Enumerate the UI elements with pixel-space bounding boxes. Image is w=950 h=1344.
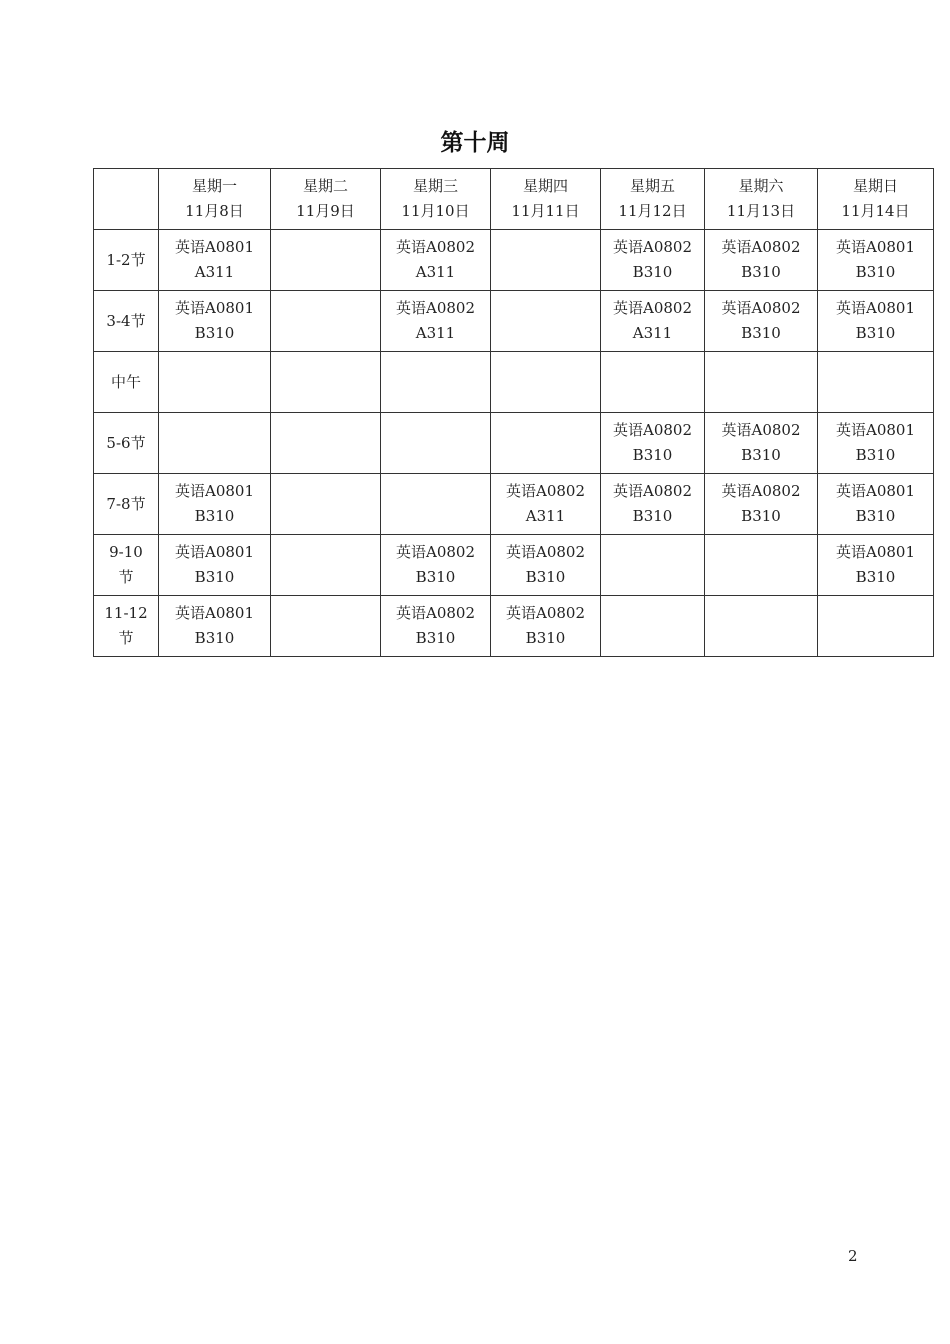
room-number: B310 (855, 324, 896, 342)
day-name: 星期六 (738, 177, 784, 195)
class-cell (381, 230, 491, 291)
room-number: B310 (855, 507, 896, 525)
room-number: B310 (741, 324, 781, 342)
class-cell (159, 474, 271, 535)
schedule-table (93, 168, 934, 657)
room-number: B310 (415, 568, 456, 586)
room-number: B310 (525, 568, 566, 586)
class-cell (271, 291, 381, 352)
room-number: B310 (194, 324, 235, 342)
period-cell (94, 230, 159, 291)
day-name: 星期日 (852, 177, 898, 195)
class-name: 英语A0802 (395, 604, 475, 622)
day-header-cell (601, 169, 705, 230)
class-cell (705, 474, 818, 535)
header-row (94, 169, 934, 230)
class-name: 英语A0802 (395, 299, 475, 317)
class-cell (381, 352, 491, 413)
class-cell (381, 596, 491, 657)
table-row (94, 291, 934, 352)
class-cell (601, 230, 705, 291)
corner-cell (94, 169, 159, 230)
room-number: B310 (855, 263, 896, 281)
room-number: B310 (632, 507, 673, 525)
class-cell (271, 596, 381, 657)
class-cell (271, 474, 381, 535)
class-name: 英语A0801 (174, 299, 254, 317)
day-header-cell (705, 169, 818, 230)
page-number: 2 (848, 1247, 858, 1265)
table-row (94, 413, 934, 474)
room-number: B310 (632, 263, 673, 281)
day-header-cell (818, 169, 934, 230)
day-date: 11月13日 (726, 202, 796, 220)
class-cell (159, 230, 271, 291)
class-cell (601, 291, 705, 352)
class-cell (601, 596, 705, 657)
table-row (94, 230, 934, 291)
room-number: B310 (741, 263, 781, 281)
day-name: 星期五 (629, 177, 675, 195)
class-cell (159, 413, 271, 474)
class-cell (705, 413, 818, 474)
period-label: 中午 (110, 372, 141, 391)
class-cell (705, 596, 818, 657)
class-cell (705, 291, 818, 352)
period-label: 9-10 (109, 543, 143, 561)
class-name: 英语A0801 (835, 543, 915, 561)
class-cell (159, 291, 271, 352)
period-label: 3-4节 (106, 311, 146, 330)
day-name: 星期二 (302, 177, 348, 195)
room-number: A311 (415, 324, 456, 342)
period-cell (94, 596, 159, 657)
class-cell (159, 596, 271, 657)
class-cell (491, 230, 601, 291)
day-date: 11月8日 (185, 202, 244, 220)
class-name: 英语A0802 (721, 421, 801, 439)
day-name: 星期三 (412, 177, 458, 195)
room-number: B310 (194, 629, 235, 647)
class-name: 英语A0801 (835, 299, 915, 317)
class-cell (159, 535, 271, 596)
class-name: 英语A0802 (721, 238, 801, 256)
class-name: 英语A0802 (721, 482, 801, 500)
class-cell (705, 352, 818, 413)
class-name: 英语A0802 (721, 299, 801, 317)
period-label: 节 (118, 568, 134, 586)
class-name: 英语A0802 (612, 482, 692, 500)
day-date: 11月10日 (401, 202, 470, 220)
class-cell (159, 352, 271, 413)
class-cell (381, 291, 491, 352)
class-name: 英语A0801 (174, 604, 254, 622)
class-name: 英语A0802 (395, 543, 475, 561)
period-label: 5-6节 (106, 433, 146, 452)
room-number: A311 (632, 324, 673, 342)
class-cell (601, 474, 705, 535)
day-name: 星期四 (522, 177, 568, 195)
room-number: B310 (194, 507, 235, 525)
class-name: 英语A0801 (835, 421, 915, 439)
class-name: 英语A0801 (835, 482, 915, 500)
class-cell (491, 596, 601, 657)
class-cell (271, 352, 381, 413)
period-cell (94, 352, 159, 413)
room-number: B310 (632, 446, 673, 464)
class-cell (381, 474, 491, 535)
day-date: 11月12日 (618, 202, 687, 220)
room-number: B310 (194, 568, 235, 586)
class-name: 英语A0801 (174, 482, 254, 500)
room-number: A311 (415, 263, 456, 281)
period-cell (94, 291, 159, 352)
class-cell (601, 352, 705, 413)
class-cell (491, 535, 601, 596)
period-label: 7-8节 (106, 494, 146, 513)
day-header-cell (491, 169, 601, 230)
day-date: 11月9日 (296, 202, 355, 220)
class-cell (271, 230, 381, 291)
period-cell (94, 474, 159, 535)
class-cell (271, 535, 381, 596)
class-name: 英语A0802 (505, 543, 585, 561)
class-cell (818, 291, 934, 352)
day-header-cell (271, 169, 381, 230)
class-cell (818, 535, 934, 596)
table-row (94, 352, 934, 413)
room-number: A311 (525, 507, 566, 525)
period-cell (94, 535, 159, 596)
day-date: 11月11日 (511, 202, 580, 220)
class-name: 英语A0801 (174, 543, 254, 561)
table-row (94, 474, 934, 535)
class-cell (491, 474, 601, 535)
period-label: 1-2节 (106, 250, 146, 269)
class-cell (601, 535, 705, 596)
class-cell (381, 535, 491, 596)
class-name: 英语A0802 (612, 238, 692, 256)
period-cell (94, 413, 159, 474)
class-cell (491, 291, 601, 352)
day-name: 星期一 (191, 177, 237, 195)
class-cell (818, 413, 934, 474)
class-cell (705, 535, 818, 596)
day-date: 11月14日 (841, 202, 910, 220)
period-label: 11-12 (104, 604, 148, 622)
table-row (94, 596, 934, 657)
day-header-cell (159, 169, 271, 230)
room-number: B310 (855, 568, 896, 586)
class-name: 英语A0802 (612, 421, 692, 439)
class-cell (491, 413, 601, 474)
class-cell (818, 352, 934, 413)
room-number: B310 (525, 629, 566, 647)
class-name: 英语A0802 (395, 238, 475, 256)
class-cell (705, 230, 818, 291)
class-name: 英语A0802 (612, 299, 692, 317)
period-label: 节 (118, 629, 134, 647)
class-cell (381, 413, 491, 474)
table-row (94, 535, 934, 596)
room-number: B310 (415, 629, 456, 647)
room-number: A311 (194, 263, 235, 281)
class-name: 英语A0802 (505, 482, 585, 500)
class-cell (601, 413, 705, 474)
class-cell (818, 230, 934, 291)
page-title: 第十周 (440, 130, 510, 156)
day-header-cell (381, 169, 491, 230)
class-cell (818, 596, 934, 657)
room-number: B310 (855, 446, 896, 464)
class-name: 英语A0801 (835, 238, 915, 256)
class-name: 英语A0801 (174, 238, 254, 256)
class-cell (818, 474, 934, 535)
class-cell (271, 413, 381, 474)
class-cell (491, 352, 601, 413)
room-number: B310 (741, 507, 781, 525)
room-number: B310 (741, 446, 781, 464)
class-name: 英语A0802 (505, 604, 585, 622)
